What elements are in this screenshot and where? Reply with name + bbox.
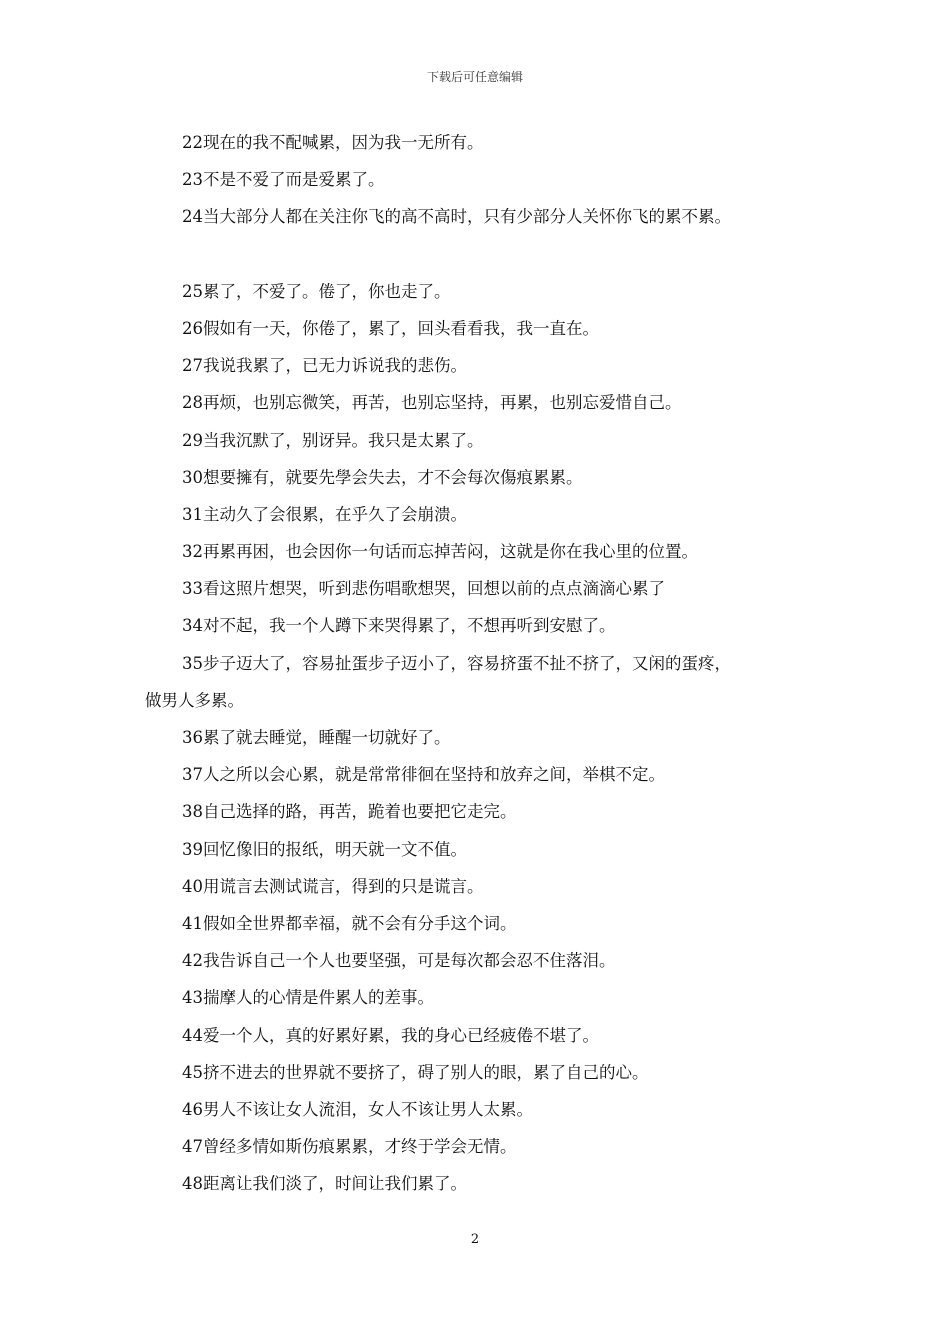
text-line: 33看这照片想哭，听到悲伤唱歌想哭，回想以前的点点滴滴心累了 (182, 579, 665, 599)
text-line: 46男人不该让女人流泪，女人不该让男人太累。 (182, 1099, 533, 1119)
text-line: 26假如有一天，你倦了，累了，回头看看我，我一直在。 (182, 318, 599, 338)
text-line: 45挤不进去的世界就不要挤了，碍了别人的眼，累了自己的心。 (182, 1062, 649, 1082)
text-line: 27我说我累了，已无力诉说我的悲伤。 (182, 356, 467, 376)
text-line: 44爱一个人，真的好累好累，我的身心已经疲倦不堪了。 (182, 1025, 599, 1045)
text-line: 48距离让我们淡了，时间让我们累了。 (182, 1174, 467, 1194)
text-line: 30想要擁有，就要先學会失去，才不会每次傷痕累累。 (182, 467, 583, 487)
text-line: 40用谎言去测试谎言，得到的只是谎言。 (182, 876, 484, 896)
text-line: 39回忆像旧的报纸，明天就一文不值。 (182, 839, 467, 859)
text-line: 35步子迈大了，容易扯蛋步子迈小了，容易挤蛋不扯不挤了，又闲的蛋疼， (182, 653, 731, 673)
text-line: 23不是不爱了而是爱累了。 (182, 170, 385, 190)
text-line: 29当我沉默了，别讶异。我只是太累了。 (182, 430, 484, 450)
text-line: 47曾经多情如斯伤痕累累，才终于学会无情。 (182, 1137, 517, 1157)
page-header: 下载后可任意编辑 (426, 70, 523, 84)
text-line: 34对不起，我一个人蹲下来哭得累了，不想再听到安慰了。 (182, 616, 616, 636)
page-number: 2 (470, 1232, 480, 1247)
text-line: 38自己选择的路，再苦，跪着也要把它走完。 (182, 802, 517, 822)
paragraph-gap (145, 236, 825, 273)
text-line: 22现在的我不配喊累，因为我一无所有。 (182, 133, 484, 152)
text-line: 36累了就去睡觉，睡醒一切就好了。 (182, 728, 451, 747)
text-line: 25累了，不爱了。倦了，你也走了。 (182, 281, 451, 301)
text-line: 31主动久了会很累，在乎久了会崩溃。 (182, 504, 467, 524)
text-line: 41假如全世界都幸福，就不会有分手这个词。 (182, 913, 517, 933)
text-line: 28再烦，也别忘微笑，再苦，也别忘坚持，再累，也别忘爱惜自己。 (182, 393, 682, 413)
text-line: 32再累再困，也会因你一句话而忘掉苦闷，这就是你在我心里的位置。 (182, 542, 698, 562)
text-line: 24当大部分人都在关注你飞的高不高时，只有少部分人关怀你飞的累不累。 (182, 207, 731, 227)
text-line: 43揣摩人的心情是件累人的差事。 (182, 988, 434, 1008)
text-line-continuation: 做男人多累。 (145, 690, 244, 710)
text-line: 37人之所以会心累，就是常常徘徊在坚持和放弃之间，举棋不定。 (182, 765, 665, 785)
document-body (145, 124, 825, 1202)
text-line: 42我告诉自己一个人也要坚强，可是每次都会忍不住落泪。 (182, 951, 616, 971)
